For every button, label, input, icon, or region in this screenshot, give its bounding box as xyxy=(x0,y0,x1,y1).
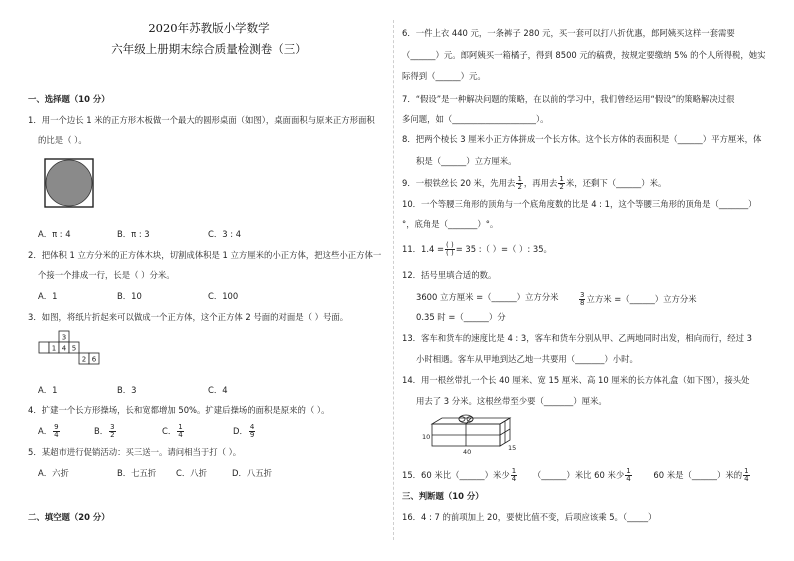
box-height-label: 10 xyxy=(422,433,431,441)
q8-text-cont: 积是（______）立方厘米。 xyxy=(416,156,517,166)
q16-text: 16．4 : 7 的前项加上 20，要使比值不变，后项应该乘 5。（_____） xyxy=(402,512,657,522)
q2-text: 2．把体积 1 立方分米的正方体木块，切割成体积是 1 立方厘米的小正方体，把这些小正方体一 xyxy=(28,250,382,260)
column-divider xyxy=(393,20,394,540)
q8-text: 8．把两个棱长 3 厘米小正方体拼成一个长方体。这个长方体的表面积是（______）平方厘米，体 xyxy=(402,134,762,144)
net-face-3: 3 xyxy=(61,333,67,342)
q4-option-d[interactable]: D． $\frac{4}{9}$ xyxy=(233,423,255,439)
box-width-label: 15 xyxy=(508,444,516,452)
q10-text: 10．一个等腰三角形的顶角与一个底角度数的比是 4 : 1，这个等腰三角形的顶角是（_______） xyxy=(402,199,757,209)
net-face-6: 6 xyxy=(91,355,97,364)
q9-text: 9．一根铁丝长 20 米，先用去 $\frac{1}{2}$ ，再用去 $\frac{1}{2}$ 米，还剩下（______）米。 xyxy=(402,175,667,191)
q5-text: 5．某超市进行促销活动：买三送一。请问相当于打（ ）。 xyxy=(28,447,242,457)
left-column xyxy=(28,0,390,561)
q7-text-cont: 多问题，如（____________________）。 xyxy=(402,114,549,124)
net-face-1: 1 xyxy=(51,344,57,353)
q4-option-b[interactable]: B． $\frac{3}{2}$ xyxy=(94,423,115,439)
q2-option-c[interactable]: C．100 xyxy=(208,291,239,301)
title-line-1: 2020年苏教版小学数学 xyxy=(148,21,270,35)
box-length-label: 40 xyxy=(463,448,472,456)
q7-text: 7．“假设”是一种解决问题的策略，在以前的学习中，我们曾经运用“假设”的策略解决过很 xyxy=(402,94,735,104)
q1-option-a[interactable]: A．π : 4 xyxy=(38,229,71,239)
q2-option-b[interactable]: B．10 xyxy=(117,291,142,301)
q13-text-cont: 小时相遇。客车从甲地到达乙地一共要用（_______）小时。 xyxy=(416,354,638,364)
q1-option-b[interactable]: B．π : 3 xyxy=(117,229,150,239)
q1-option-c[interactable]: C．3 : 4 xyxy=(208,229,242,239)
q3-option-c[interactable]: C．4 xyxy=(208,385,228,395)
q12-item-c: 0.35 时 =（______）分 xyxy=(416,312,506,322)
gift-box-figure xyxy=(420,410,516,456)
net-face-4: 4 xyxy=(61,344,67,353)
cube-net-figure xyxy=(38,330,102,374)
q3-text: 3．如图，将纸片折起来可以做成一个正方体，这个正方体 2 号面的对面是（ ）号面。 xyxy=(28,312,349,322)
net-face-2: 2 xyxy=(81,355,87,364)
q14-text: 14．用一根丝带扎一个长 40 厘米、宽 15 厘米、高 10 厘米的长方体礼盒（如下图），接头处 xyxy=(402,375,750,385)
q4-text: 4．扩建一个长方形操场，长和宽都增加 50%。扩建后操场的面积是原来的（ ）。 xyxy=(28,405,330,415)
q2-text-cont: 个接一个排成一行，长是（ ）分米。 xyxy=(38,270,175,280)
q4-option-c[interactable]: C． $\frac{1}{4}$ xyxy=(162,423,183,439)
q2-option-a[interactable]: A．1 xyxy=(38,291,58,301)
square-circle-figure xyxy=(44,158,94,208)
net-face-5: 5 xyxy=(71,344,77,353)
q1-text-cont: 的比是（ ）。 xyxy=(38,135,87,145)
section-judge-heading: 三、判断题（10 分） xyxy=(402,491,484,501)
q6-text-end: 际得到（______）元。 xyxy=(402,71,486,81)
right-column xyxy=(402,0,774,561)
q5-option-b[interactable]: B．七五折 xyxy=(117,468,157,478)
q12-text: 12．括号里填合适的数。 xyxy=(402,270,497,280)
q4-option-a[interactable]: A． $\frac{9}{4}$ xyxy=(38,423,59,439)
q14-text-cont: 用去了 3 分米。这根丝带至少要（_______）厘米。 xyxy=(416,396,607,406)
q11-text: 11．1.4 = $\frac{( )}{( )}$ = 35 :（ ）=（ ）: 35。 xyxy=(402,241,552,257)
q3-option-b[interactable]: B．3 xyxy=(117,385,137,395)
q1-text: 1．用一个边长 1 米的正方形木板做一个最大的圆形桌面（如图），桌面面积与原来正方形面积 xyxy=(28,115,375,125)
q6-text-cont: （______）元。郎阿姨买一箱橘子，得到 8500 元的稿费，按规定要缴纳 5% 的个人所得税，她实 xyxy=(402,50,766,60)
q12-item-b: $\frac{3}{8}$ 立方米 =（______）立方分米 xyxy=(580,291,697,307)
q5-option-c[interactable]: C．八折 xyxy=(176,468,207,478)
section-choice-heading: 一、选择题（10 分） xyxy=(28,94,110,104)
q13-text: 13．客车和货车的速度比是 4 : 3，客车和货车分别从甲、乙两地同时出发，相向而行，经过 3 xyxy=(402,333,752,343)
title-line-2: 六年级上册期末综合质量检测卷（三） xyxy=(111,42,307,56)
q5-option-a[interactable]: A．六折 xyxy=(38,468,69,478)
q3-option-a[interactable]: A．1 xyxy=(38,385,58,395)
q10-text-cont: °，底角是（_______）°。 xyxy=(402,219,499,229)
q5-option-d[interactable]: D．八五折 xyxy=(232,468,272,478)
q6-text: 6．一件上衣 440 元，一条裤子 280 元，买一套可以打八折优惠，郎阿姨买这样一套需要 xyxy=(402,28,735,38)
q15-text: 15．60 米比（______）米少 $\frac{1}{4}$ （______）米比 60 米少 $\frac{1}{4}$ 60 米是（______）米的 $\frac{1}{4}$ xyxy=(402,467,749,483)
section-fill-heading: 二、填空题（20 分） xyxy=(28,512,110,522)
q12-item-a: 3600 立方厘米 =（______）立方分米 xyxy=(416,292,559,302)
